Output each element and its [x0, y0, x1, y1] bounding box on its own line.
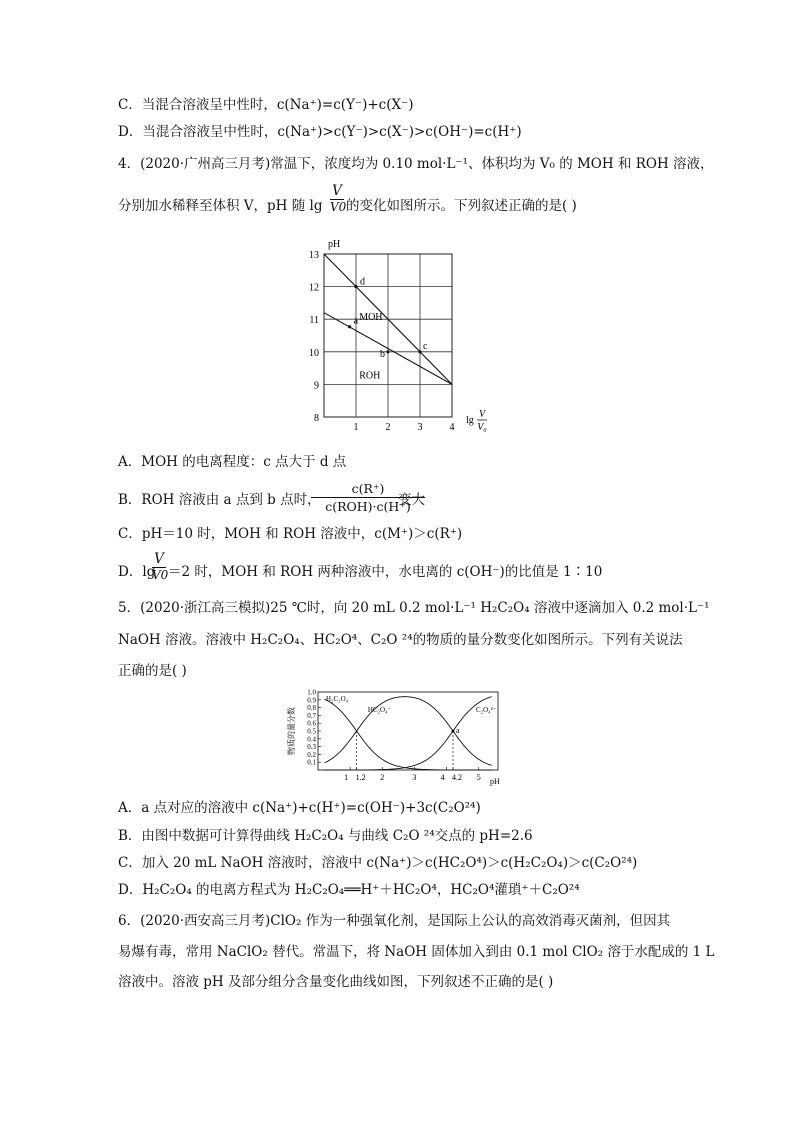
q5-plot-frame	[318, 692, 498, 770]
q4-series-label-moh: MOH	[359, 311, 383, 323]
q4-y-axis-label: pH	[328, 239, 341, 250]
q5-x-tick-label: 5	[476, 773, 481, 782]
q5-y-tick-label: 0.9	[307, 696, 316, 705]
q4-stem-pre: 分别加水稀释至体积 V，pH 随 lg	[118, 198, 323, 214]
q4-x-tick-label: 2	[385, 422, 391, 433]
q5-series-label-h2c2o4: H₂C₂O₄	[326, 695, 349, 703]
q4-x-axis-label-num: V	[478, 409, 486, 420]
q4-y-tick-label: 8	[314, 413, 319, 424]
q4-frac-num: V	[330, 184, 344, 200]
q4-y-tick-label: 9	[314, 380, 319, 392]
q4-point-a	[348, 325, 351, 328]
q5-option-d: D．H₂C₂O₄ 的电离方程式为 H₂C₂O₄══H⁺＋HC₂O⁴，HC₂O⁴灌瑣⁺＋C₂O²⁴	[118, 882, 580, 898]
q4-x-axis-label-lg: lg	[466, 415, 474, 426]
q5-y-tick-label: 0.2	[307, 750, 316, 759]
q4-stem-line1: 4．(2020·广州高三月考)常温下，浓度均为 0.10 mol·L⁻¹、体积均为 V₀ 的 MOH 和 ROH 溶液，	[118, 156, 714, 172]
q5-y-tick-label: 0.3	[307, 743, 316, 752]
q4-frac-den: V0	[330, 200, 347, 214]
q5-x-tick-label: 1	[344, 773, 349, 782]
q4-option-a: A．MOH 的电离程度：c 点大于 d 点	[118, 454, 347, 470]
q5-x-tick-label: 2	[380, 773, 385, 782]
q5-y-tick-label: 0.8	[307, 704, 316, 713]
q4-option-b-num: c(R⁺)	[311, 480, 425, 498]
q5-y-tick-label: 0.6	[307, 719, 316, 728]
q5-series-line-h2c2o4	[324, 699, 491, 770]
q4-option-d-post: ＝2 时，MOH 和 ROH 两种溶液中，水电离的 c(OH⁻)的比值是 1∶10	[168, 564, 603, 580]
q5-stem-line3: 正确的是( )	[118, 663, 187, 679]
q5-stem-line1: 5．(2020·浙江高三模拟)25 ℃时，向 20 mL 0.2 mol·L⁻¹ H₂C₂O₄ 溶液中逐滴加入 0.2 mol·L⁻¹	[118, 600, 710, 616]
q4-option-d-frac	[152, 551, 169, 583]
q4-y-tick-label: 11	[309, 315, 319, 327]
q5-x-axis-label: pH	[490, 777, 500, 786]
q4-y-tick-label: 13	[309, 250, 319, 261]
q4-option-d-num: V	[152, 552, 166, 568]
q5-series-line-hc2o4	[324, 697, 491, 766]
q5-y-axis-label: 物质的量分数	[287, 707, 296, 755]
q4-point-label-b: b	[380, 348, 385, 360]
q4-point-label-d: d	[360, 276, 365, 288]
q6-line2: 易爆有毒，常用 NaClO₂ 替代。常温下，将 NaOH 固体加入到由 0.1 mol ClO₂ 溶于水配成的 1 L	[118, 944, 715, 960]
q5-y-tick-label: 0.5	[307, 727, 316, 736]
q6-line1: 6．(2020·西安高三月考)ClO₂ 作为一种强氧化剂，是国际上公认的高效消毒灭菌剂，但因其	[118, 913, 671, 929]
q4-x-tick-label: 3	[417, 422, 423, 433]
q4-point-c	[418, 350, 421, 353]
q4-point-b	[386, 350, 389, 353]
q4-option-b-post: 变大	[398, 492, 425, 508]
q4-y-tick-label: 10	[309, 347, 319, 359]
q4-point-label-a: a	[353, 315, 359, 327]
q5-x-tick-label: 4.2	[452, 773, 462, 782]
q4-point-d	[354, 285, 357, 288]
q4-chart	[300, 232, 500, 447]
q5-stem-line2: NaOH 溶液。溶液中 H₂C₂O₄、HC₂O⁴、C₂O ²⁴的物质的量分数变化如图所示。下列有关说法	[118, 632, 683, 648]
q5-series-line-c2o4	[324, 697, 491, 770]
q4-option-d-den: V0	[152, 568, 169, 582]
q4-option-b-pre: B．ROH 溶液由 a 点到 b 点时，	[118, 492, 321, 508]
q5-y-tick-label: 0.7	[307, 711, 316, 720]
q4-x-tick-label: 1	[353, 422, 359, 433]
q5-x-tick-label: 1.2	[355, 773, 366, 782]
q5-chart	[280, 686, 510, 790]
q4-frac	[330, 183, 347, 215]
q5-series-label-hc2o4: HC₂O₄⁻	[367, 706, 392, 714]
q5-series-label-c2o4: C₂O₄²⁻	[476, 706, 497, 714]
q4-option-b-den: c(ROH)·c(H⁺)	[325, 499, 411, 514]
q5-y-tick-label: 1.0	[307, 688, 316, 697]
q5-point-label-a: a	[456, 726, 460, 735]
q5-option-a: A．a 点对应的溶液中 c(Na⁺)+c(H⁺)=c(OH⁻)+3c(C₂O²⁴)	[118, 800, 481, 816]
q3-option-d: D．当混合溶液呈中性时，c(Na⁺)>c(Y⁻)>c(X⁻)>c(OH⁻)=c(H⁺)	[118, 124, 522, 140]
q3-option-c: C．当混合溶液呈中性时，c(Na⁺)=c(Y⁻)+c(X⁻)	[118, 97, 414, 113]
q4-option-d-pre: D．lg	[118, 564, 156, 580]
q4-y-tick-label: 12	[309, 282, 319, 294]
q5-x-tick-label: 3	[412, 773, 417, 782]
q4-series-label-roh: ROH	[359, 370, 381, 382]
q5-point-a	[452, 730, 455, 733]
q5-option-c: C．加入 20 mL NaOH 溶液时，溶液中 c(Na⁺)＞c(HC₂O⁴)＞c(H₂C₂O₄)＞c(C₂O²⁴)	[118, 855, 638, 871]
q4-option-c: C．pH＝10 时，MOH 和 ROH 溶液中，c(M⁺)＞c(R⁺)	[118, 526, 463, 542]
q5-x-tick-label: 4	[440, 773, 445, 782]
q4-stem-post: 的变化如图所示。下列叙述正确的是( )	[346, 198, 577, 214]
q4-x-tick-label: 4	[449, 422, 455, 433]
q6-line3: 溶液中。溶液 pH 及部分组分含量变化曲线如图，下列叙述不正确的是( )	[118, 974, 554, 990]
q4-x-axis-label-den: V₀	[477, 422, 487, 433]
q5-y-tick-label: 0.4	[307, 735, 316, 744]
q5-option-b: B．由图中数据可计算得曲线 H₂C₂O₄ 与曲线 C₂O ²⁴交点的 pH=2.6	[118, 828, 533, 844]
q5-y-tick-label: 0.1	[307, 758, 316, 767]
q4-point-label-c: c	[423, 340, 428, 352]
